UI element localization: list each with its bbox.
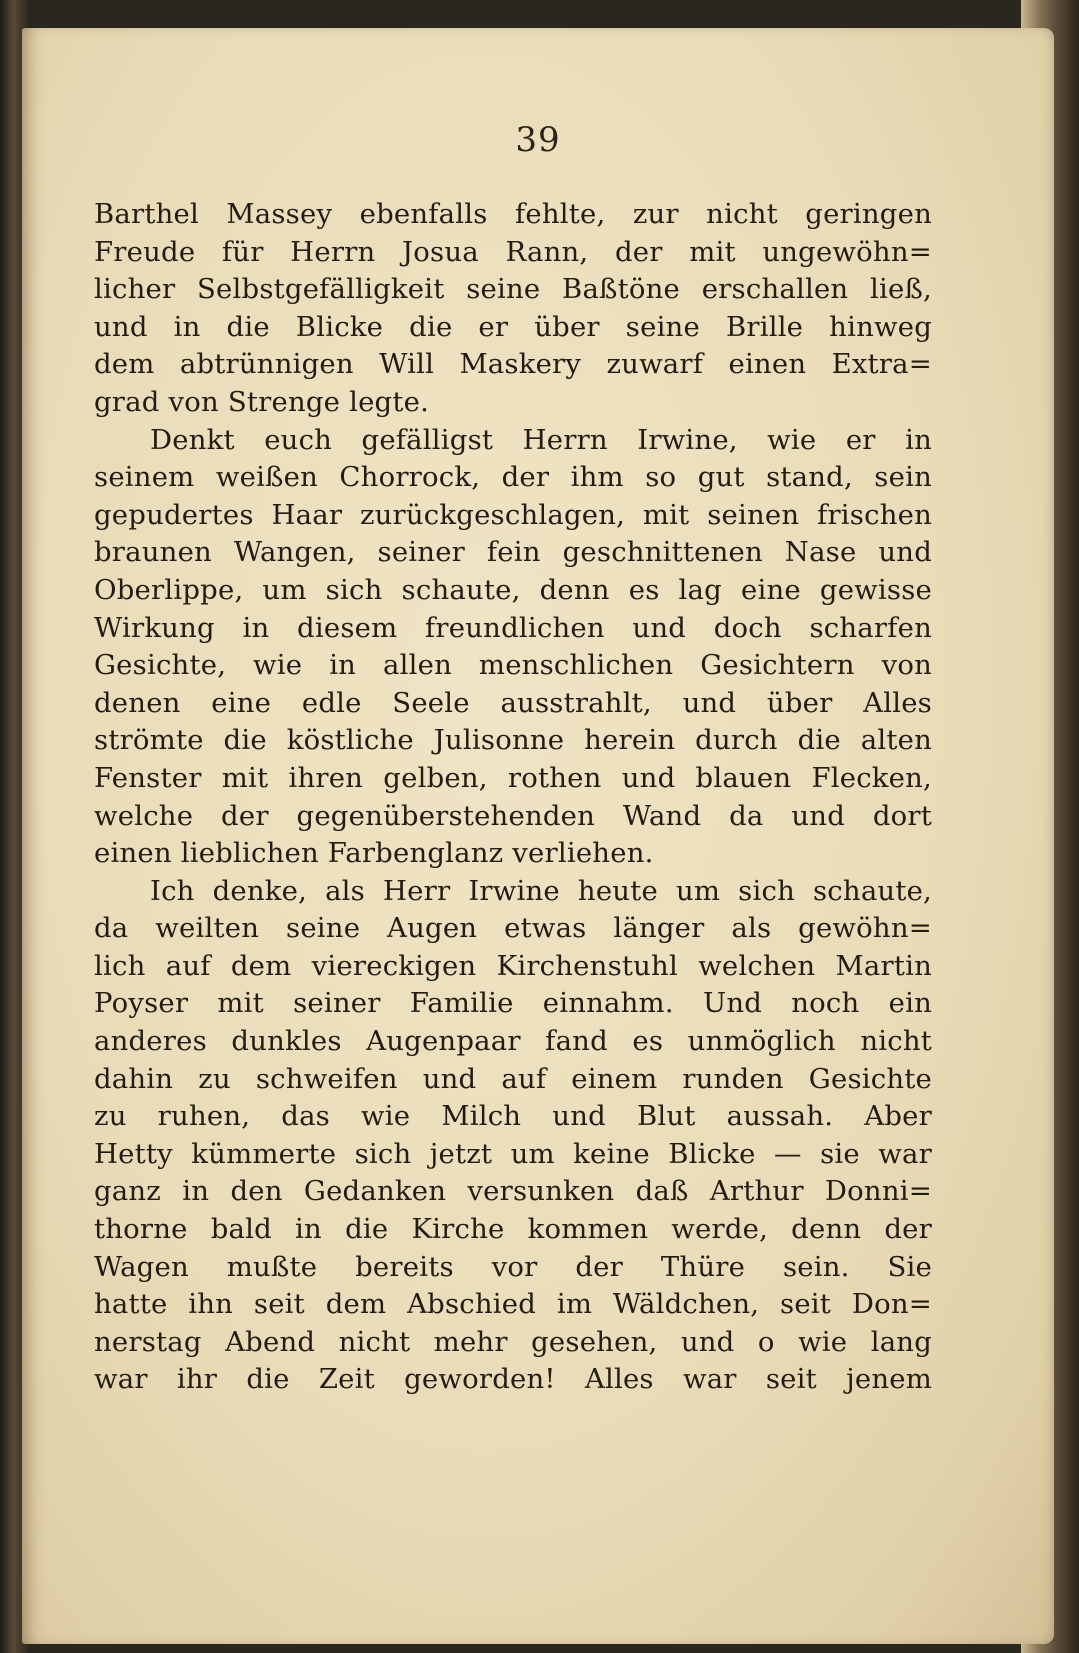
text-line: denen eine edle Seele ausstrahlt, und über Alles bbox=[94, 686, 932, 719]
book-page bbox=[22, 28, 1054, 1644]
text-line: Denkt euch gefälligst Herrn Irwine, wie er in bbox=[150, 423, 932, 456]
text-line: Hetty kümmerte sich jetzt um keine Blicke — sie war bbox=[94, 1137, 932, 1170]
page-number: 39 bbox=[515, 120, 561, 160]
text-line: Gesichte, wie in allen menschlichen Gesichtern von bbox=[94, 649, 932, 682]
text-line: gepudertes Haar zurückgeschlagen, mit seinen frischen bbox=[94, 498, 932, 531]
text-line: hatte ihn seit dem Abschied im Wäldchen, seit Don= bbox=[94, 1288, 932, 1321]
text-line: dahin zu schweifen und auf einem runden Gesichte bbox=[94, 1062, 932, 1095]
text-line: war ihr die Zeit geworden! Alles war seit jenem bbox=[94, 1363, 932, 1396]
text-line: welche der gegenüberstehenden Wand da und dort bbox=[94, 799, 932, 832]
text-line: Wagen mußte bereits vor der Thüre sein. Sie bbox=[94, 1250, 932, 1283]
text-line: zu ruhen, das wie Milch und Blut aussah. Aber bbox=[94, 1100, 932, 1133]
text-line: Freude für Herrn Josua Rann, der mit ungewöhn= bbox=[94, 235, 932, 268]
body-text bbox=[94, 196, 932, 1399]
text-line: thorne bald in die Kirche kommen werde, denn der bbox=[94, 1213, 932, 1246]
text-line: grad von Strenge legte. bbox=[94, 385, 430, 418]
text-line: nerstag Abend nicht mehr gesehen, und o wie lang bbox=[94, 1325, 932, 1358]
text-line: dem abtrünnigen Will Maskery zuwarf einen Extra= bbox=[94, 348, 932, 381]
text-line: strömte die köstliche Julisonne herein durch die alten bbox=[94, 724, 932, 757]
text-line: anderes dunkles Augenpaar fand es unmöglich nicht bbox=[94, 1025, 932, 1058]
text-line: Fenster mit ihren gelben, rothen und blauen Flecken, bbox=[94, 761, 932, 794]
text-line: Ich denke, als Herr Irwine heute um sich schaute, bbox=[150, 874, 932, 907]
text-line: Oberlippe, um sich schaute, denn es lag eine gewisse bbox=[94, 573, 932, 606]
text-line: Wirkung in diesem freundlichen und doch scharfen bbox=[94, 611, 932, 644]
text-line: einen lieblichen Farbenglanz verliehen. bbox=[94, 837, 654, 870]
text-line: Barthel Massey ebenfalls fehlte, zur nicht geringen bbox=[94, 198, 932, 230]
text-line: seinem weißen Chorrock, der ihm so gut stand, sein bbox=[94, 461, 932, 494]
text-line: braunen Wangen, seiner fein geschnittenen Nase und bbox=[94, 536, 932, 569]
text-line: und in die Blicke die er über seine Brille hinweg bbox=[94, 310, 932, 343]
text-line: da weilten seine Augen etwas länger als gewöhn= bbox=[94, 912, 932, 945]
text-line: Poyser mit seiner Familie einnahm. Und noch ein bbox=[94, 987, 932, 1020]
text-line: ganz in den Gedanken versunken daß Arthur Donni= bbox=[94, 1175, 932, 1208]
text-line: licher Selbstgefälligkeit seine Baßtöne erschallen ließ, bbox=[94, 273, 932, 306]
text-line: lich auf dem viereckigen Kirchenstuhl welchen Martin bbox=[94, 949, 932, 982]
